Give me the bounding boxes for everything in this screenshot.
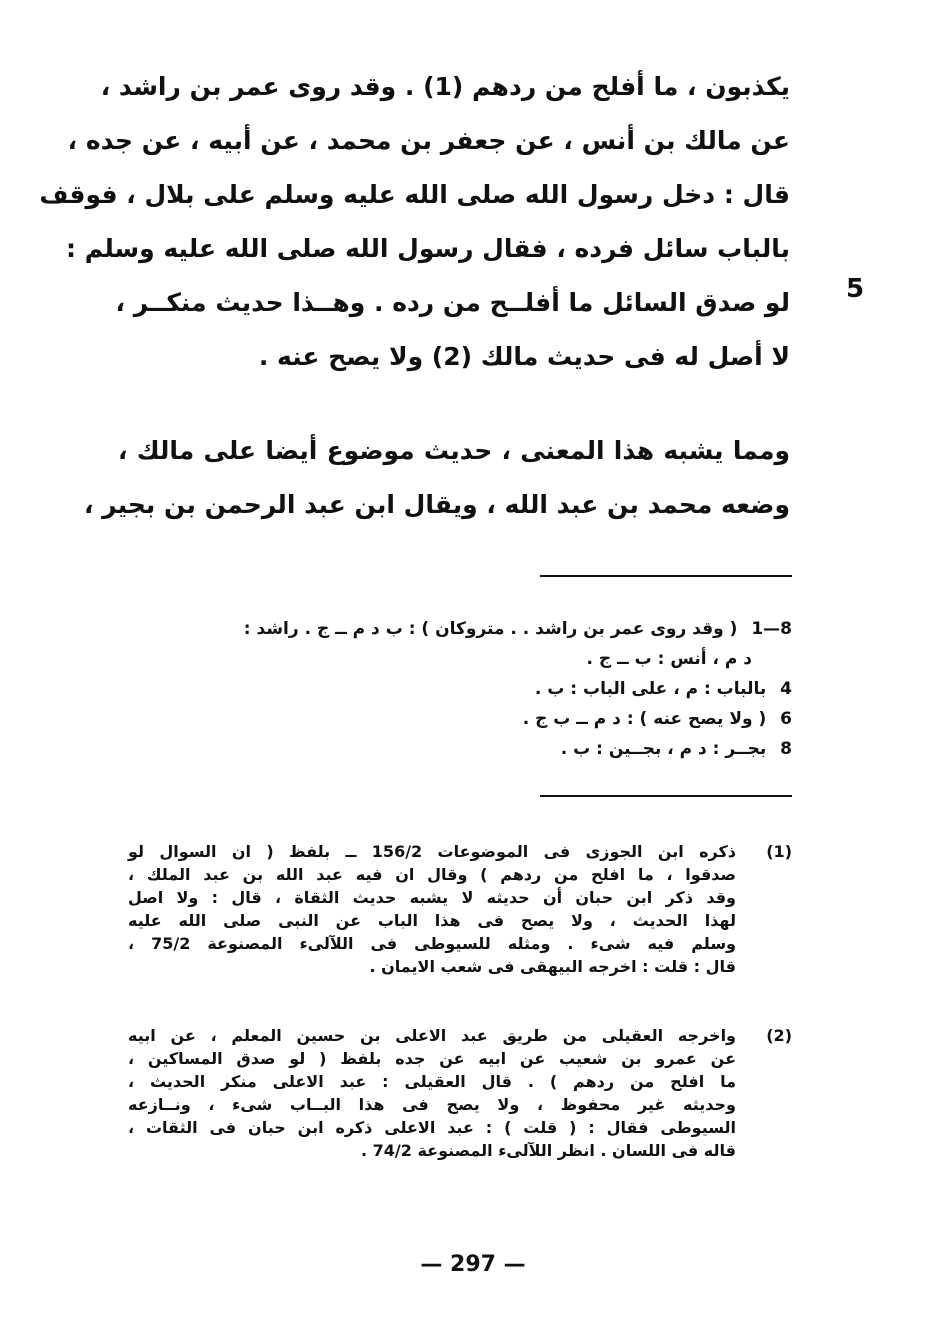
footnote-line	[128, 1024, 792, 1047]
main-text-line: ومما يشبه هذا المعنى ، حديث موضوع أيضا على مالك ،	[118, 436, 790, 465]
footnote-number: (1)	[766, 842, 792, 861]
variant-line	[120, 734, 792, 764]
variant-text: بالباب : م ، على الباب : ب .	[534, 679, 767, 699]
footnote-line: وقد ذكر ابن حبان أن حديثه لا يشبه حديث الثقاة ، قال : ولا اصل	[128, 888, 736, 907]
separator-rule	[540, 575, 792, 577]
footnote-text: واخرجه العقيلى من طريق عبد الاعلى بن حسين المعلم ، عن ابيه	[128, 1026, 736, 1045]
footnote-2	[128, 1024, 792, 1162]
footnote-number: (2)	[766, 1026, 792, 1045]
footnote-line: وحديثه غير محفوظ ، ولا يصح فى هذا البــاب شىء ، ونــازعه	[128, 1095, 736, 1114]
paragraph-gap	[118, 384, 790, 424]
footnote-line: صدقوا ، ما افلح من ردهم ) وقال ان فيه عبد الله بن عبد الملك ،	[128, 865, 736, 884]
variant-line	[120, 704, 792, 734]
main-text	[39, 60, 790, 532]
footnote-line: قاله فى اللسان . انظر اللآلىء المصنوعة 74/2 .	[360, 1141, 736, 1160]
line-number-marker: 5	[846, 274, 865, 304]
main-text-line: يكذبون ، ما أفلح من ردهم (1) . وقد روى عمر بن راشد ،	[100, 72, 790, 101]
footnote-line: وسلم فيه شىء . ومثله للسيوطى فى اللآلىء المصنوعة 75/2 ،	[128, 934, 736, 953]
variant-line	[120, 644, 792, 674]
separator-rule	[540, 795, 792, 797]
page-number: — 297 —	[420, 1252, 526, 1277]
variant-text: بجــر : د م ، بجــين : ب .	[560, 739, 767, 759]
footnote-1	[128, 840, 792, 978]
footnote-line: قال : قلت : اخرجه البيهقى فى شعب الايمان .	[369, 957, 736, 976]
variant-line-number: 8—1	[751, 619, 792, 639]
variant-line-number: 4	[780, 679, 792, 699]
variant-readings	[120, 614, 792, 764]
footnote-line: ما افلح من ردهم ) . قال العقيلى : عبد الاعلى منكر الحديث ،	[128, 1072, 736, 1091]
variant-line-number: 6	[780, 709, 792, 729]
footnote-line: لهذا الحديث ، ولا يصح فى هذا الباب عن النبى صلى الله عليه	[128, 911, 736, 930]
footnote-line	[128, 840, 792, 863]
variant-line	[120, 674, 792, 704]
variant-line	[120, 614, 792, 644]
main-text-line: عن مالك بن أنس ، عن جعفر بن محمد ، عن أبيه ، عن جده ،	[67, 126, 790, 155]
variant-text: ( وقد روى عمر بن راشد . . متروكان ) : ب د م ــ ج . راشد :	[243, 619, 738, 639]
main-text-line: لو صدق السائل ما أفلــح من رده . وهــذا حديث منكــر ،	[115, 288, 790, 317]
footnote-line: السيوطى فقال : ( قلت ) : عبد الاعلى ذكره ابن حبان فى الثقات ،	[128, 1118, 736, 1137]
main-text-line: وضعه محمد بن عبد الله ، ويقال ابن عبد الرحمن بن بجير ،	[83, 490, 790, 519]
footnote-text: ذكره ابن الجوزى فى الموضوعات 156/2 ــ بلفظ ( ان السوال لو	[128, 842, 736, 861]
main-text-line: قال : دخل رسول الله صلى الله عليه وسلم على بلال ، فوقف	[39, 180, 790, 209]
variant-text: ( ولا يصح عنه ) : د م ــ ب ج .	[522, 709, 767, 729]
footnote-line: عن عمرو بن شعيب عن ابيه عن جده بلفظ ( لو صدق المساكين ،	[128, 1049, 736, 1068]
variant-line-number: 8	[780, 739, 792, 759]
variant-text: د م ، أنس : ب ــ ج .	[586, 649, 752, 669]
main-text-line: بالباب سائل فرده ، فقال رسول الله صلى الله عليه وسلم :	[66, 234, 790, 263]
main-text-line: لا أصل له فى حديث مالك (2) ولا يصح عنه .	[258, 342, 790, 371]
